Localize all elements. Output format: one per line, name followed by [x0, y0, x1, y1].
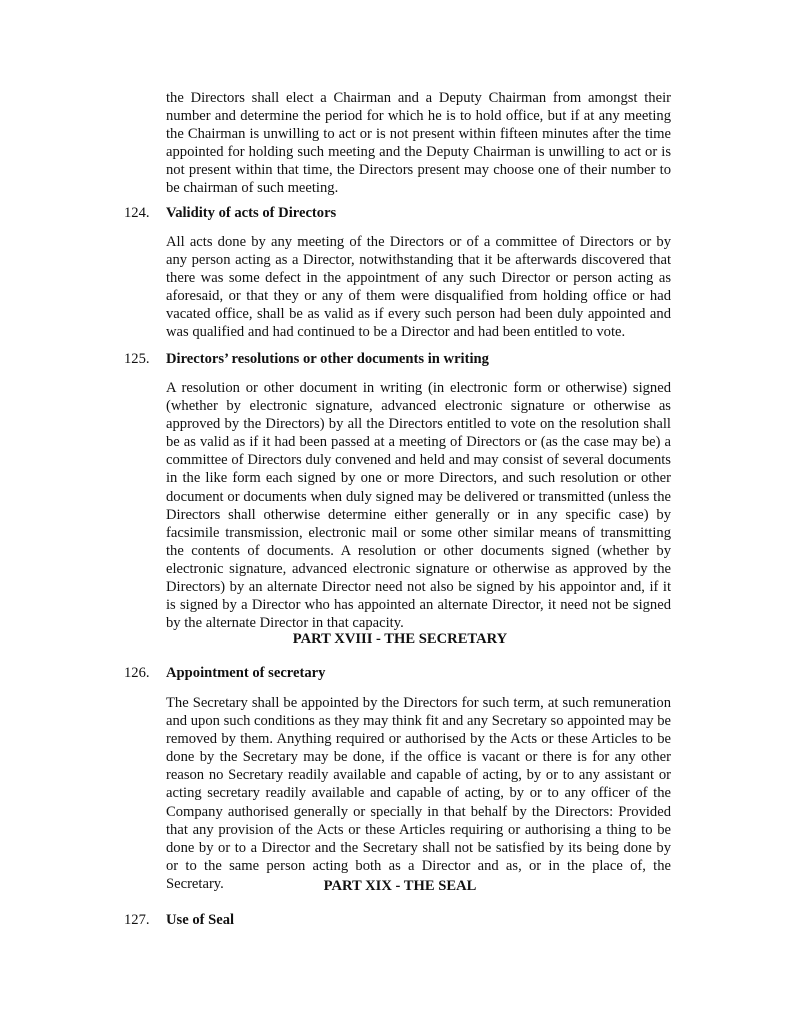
section-126-body: The Secretary shall be appointed by the Directors for such term, at such remuneration and upon such conditions as they may think fit and any Secretary so appointed may be removed by them. Anything required or authorised by the Acts or these Articles to be done by the Secretary may be done, if the office is vacant or there is for any other reason no Secretary readily available and capable of acting, by or to any assistant or acting secretary readily available and capable of acting, by or to any officer of the Company authorised generally or specially in that behalf by the Directors: Provided that any provision of the Acts or these Articles requiring or authorising a thing to be done by or to a Director and the Secretary shall not be satisfied by its being done by or to the same person acting both as a Director and as, or in the place of, the Secretary.	[166, 695, 671, 892]
section-title: Appointment of secretary	[166, 665, 326, 681]
part-heading-seal: PART XIX - THE SEAL	[323, 878, 477, 894]
section-title: Validity of acts of Directors	[166, 205, 337, 221]
section-number: 125.	[124, 351, 150, 367]
section-124-body: All acts done by any meeting of the Directors or of a committee of Directors or by any person acting as a Director, notwithstanding that it be afterwards discovered that there was some defect in the appointment of any such Director or person acting as aforesaid, or that they or any of them were disqualified from holding office or had vacated office, shall be as valid as if every such person had been duly appointed and was qualified and had continued to be a Director and had been entitled to vote.	[166, 234, 671, 341]
section-number: 126.	[124, 665, 150, 681]
section-125-body: A resolution or other document in writing (in electronic form or otherwise) signed (whether by electronic signature, advanced electronic signature or otherwise as approved by the Directors) by all the Directors entitled to vote on the resolution shall be as valid as if it had been passed at a meeting of Directors or (as the case may be) a committee of Directors duly convened and held and may consist of several documents in the like form each signed by one or more Directors, and such resolution or other document or documents when duly signed may be delivered or transmitted (unless the Directors shall otherwise determine either generally or in any specific case) by facsimile transmission, electronic mail or some other similar means of transmitting the contents of documents. A resolution or other documents signed (whether by electronic signature, advanced electronic signature or otherwise as approved by the Directors) by an alternate Director need not also be signed by his appointor and, if it is signed by a Director who has appointed an alternate Director, it need not be signed by the alternate Director in that capacity.	[166, 380, 671, 632]
section-number: 127.	[124, 912, 150, 928]
section-number: 124.	[124, 205, 150, 221]
section-title: Use of Seal	[166, 912, 235, 928]
continuation-paragraph: the Directors shall elect a Chairman and a Deputy Chairman from amongst their number and determine the period for which he is to hold office, but if at any meeting the Chairman is unwilling to act or is not present within fifteen minutes after the time appointed for holding such meeting and the Deputy Chairman is unwilling to act or is not present within that time, the Directors present may choose one of their number to be chairman of such meeting.	[166, 90, 671, 197]
part-heading-secretary: PART XVIII - THE SECRETARY	[292, 631, 508, 647]
section-title: Directors’ resolutions or other documents in writing	[166, 351, 489, 367]
